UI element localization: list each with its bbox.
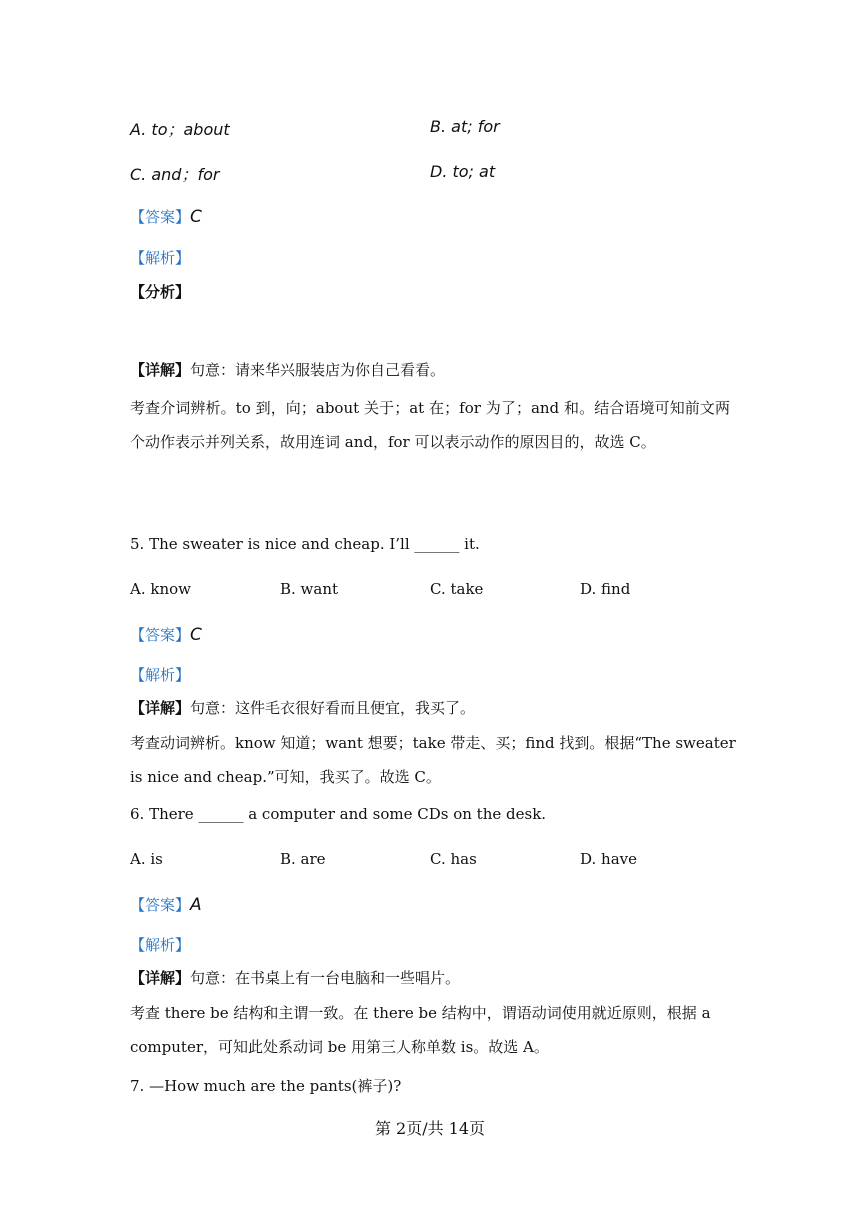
q4-answer	[130, 206, 202, 227]
detail-tag: 【详解】	[130, 361, 191, 379]
q5-answer	[130, 624, 202, 645]
q6-explanation-line-1: 考查 there be 结构和主谓一致。在 there be 结构中，谓语动词使用就近原则，根据 a	[130, 1004, 711, 1022]
q6-option-d: D. have	[580, 850, 637, 868]
q6-answer	[130, 894, 202, 915]
q7-question: 7. —How much are the pants(裤子)?	[130, 1077, 402, 1095]
q6-analysis-tag: 【解析】	[130, 936, 191, 954]
q5-explanation-line-1: 考查动词辨析。know 知道；want 想要；take 带走、买；find 找到。根据“The sweater	[130, 734, 736, 752]
q4-analysis-tag: 【解析】	[130, 249, 191, 267]
answer-value: C	[190, 207, 202, 227]
q4-explanation: 考查介词辨析。to 到，向；about 关于；at 在；for 为了；and 和。结合语境可知前文两个动作表示并列关系，故用连词 and，for 可以表示动作的原因目的，故选 C。	[130, 399, 730, 451]
q6-option-a: A. is	[130, 850, 163, 868]
q5-explanation-line-2: is nice and cheap.”可知，我买了。故选 C。	[130, 768, 441, 786]
detail-tag: 【详解】	[130, 699, 191, 717]
q4-option-b: B. at; for	[430, 117, 500, 136]
q6-option-c: C. has	[430, 850, 477, 868]
page-number: 第 2页/共 14页	[374, 1119, 486, 1138]
q6-question: 6. There ______ a computer and some CDs on the desk.	[130, 805, 547, 823]
q5-option-b: B. want	[280, 580, 339, 598]
q4-fenxi-tag: 【分析】	[130, 283, 191, 301]
answer-value: A	[190, 895, 202, 915]
detail-tag: 【详解】	[130, 969, 191, 987]
q5-detail	[130, 697, 475, 718]
q5-option-d: D. find	[580, 580, 631, 598]
q5-option-a: A. know	[130, 580, 191, 598]
detail-meaning: 句意：在书桌上有一台电脑和一些唱片。	[190, 969, 461, 987]
q4-option-a: A. to；about	[130, 120, 230, 139]
q5-question: 5. The sweater is nice and cheap. I’ll ______ it.	[130, 535, 480, 553]
answer-tag: 【答案】	[130, 896, 191, 914]
q4-detail	[130, 359, 445, 380]
detail-meaning: 句意：这件毛衣很好看而且便宜，我买了。	[190, 699, 476, 717]
q4-option-d: D. to; at	[430, 162, 496, 181]
q6-explanation-line-2: computer，可知此处系动词 be 用第三人称单数 is。故选 A。	[130, 1038, 549, 1056]
q6-detail	[130, 967, 460, 988]
q4-option-c: C. and；for	[130, 165, 220, 184]
answer-tag: 【答案】	[130, 626, 191, 644]
q6-option-b: B. are	[280, 850, 326, 868]
detail-meaning: 句意：请来华兴服装店为你自己看看。	[190, 361, 446, 379]
answer-value: C	[190, 625, 202, 645]
q5-option-c: C. take	[430, 580, 484, 598]
answer-tag: 【答案】	[130, 208, 191, 226]
q5-analysis-tag: 【解析】	[130, 666, 191, 684]
